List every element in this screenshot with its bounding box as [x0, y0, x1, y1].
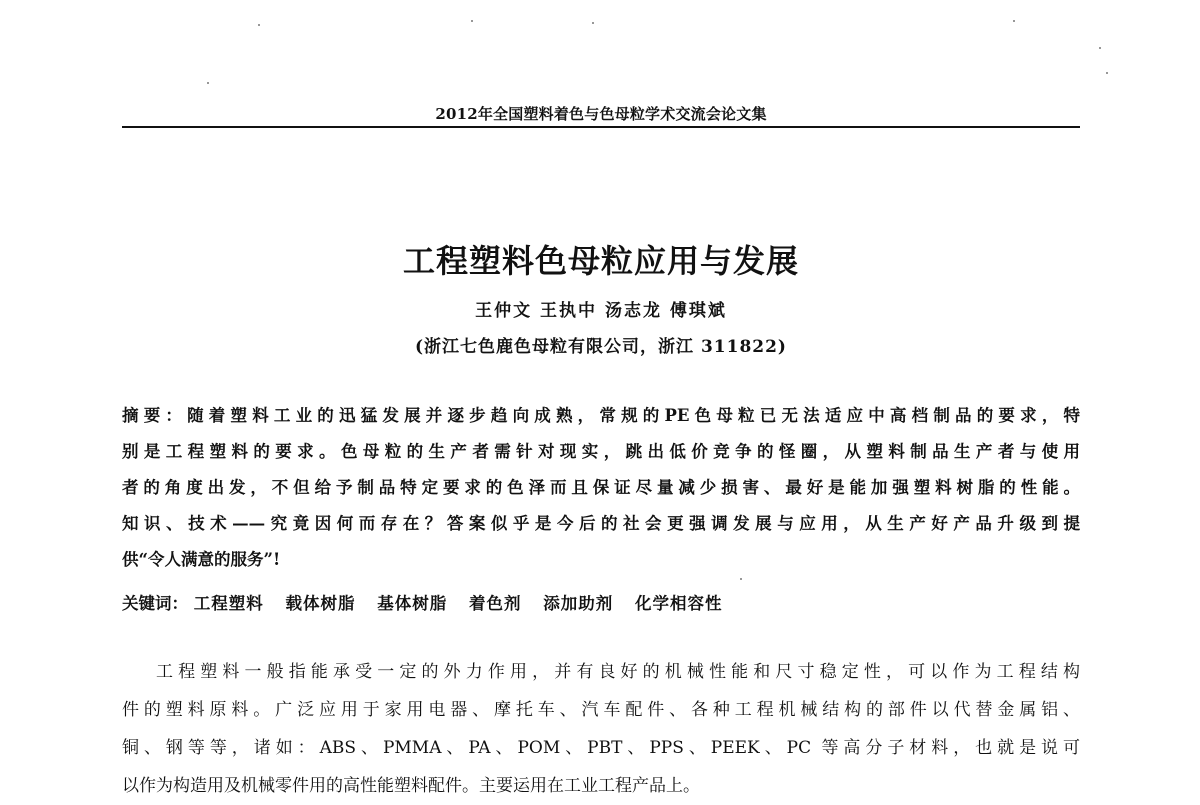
keyword: 基体树脂	[377, 594, 448, 613]
scan-speck	[1099, 47, 1101, 49]
abstract-line: 知识、技术——究竟因何而存在？答案似乎是今后的社会更强调发展与应用，从生产好产品升级到提	[122, 514, 1080, 533]
scan-speck	[1013, 20, 1015, 22]
scan-speck	[258, 24, 260, 26]
abstract-label: 摘要：	[122, 406, 188, 425]
keyword: 添加助剂	[543, 594, 614, 613]
abstract-line	[122, 398, 1080, 434]
author-list: 王仲文 王执中 汤志龙 傅琪斌	[475, 301, 727, 321]
scan-speck	[592, 22, 594, 24]
keywords-label: 关键词：	[122, 594, 188, 613]
keyword: 着色剂	[469, 594, 522, 613]
abstract	[122, 398, 1080, 578]
keyword: 载体树脂	[285, 594, 356, 613]
body-line: 工程塑料一般指能承受一定的外力作用，并有良好的机械性能和尺寸稳定性，可以作为工程结构	[156, 662, 1080, 682]
abstract-line: 者的角度出发，不但给予制品特定要求的色泽而且保证尽量减少损害、最好是能加强塑料树脂的性能。	[122, 478, 1080, 497]
header-rule	[122, 126, 1080, 128]
paper-title: 工程塑料色母粒应用与发展	[402, 242, 799, 280]
abstract-text: 随着塑料工业的迅猛发展并逐步趋向成熟，常规的PE色母粒已无法适应中高档制品的要求，特	[187, 406, 1080, 425]
scan-speck	[1106, 72, 1108, 74]
affiliation: (浙江七色鹿色母粒有限公司，浙江 311822)	[415, 337, 787, 357]
running-header: 2012年全国塑料着色与色母粒学术交流会论文集	[435, 105, 767, 123]
body-line: 以作为构造用及机械零件用的高性能塑料配件。主要运用在工业工程产品上。	[122, 776, 700, 796]
keyword: 工程塑料	[193, 594, 264, 613]
scan-speck	[471, 20, 473, 22]
body-line: 铜、钢等等，诸如：ABS、PMMA、PA、POM、PBT、PPS、PEEK、PC 等高分子材料，也就是说可	[122, 738, 1080, 758]
scan-speck	[740, 578, 742, 580]
scan-speck	[207, 82, 209, 84]
body-paragraph	[122, 653, 1080, 805]
abstract-line: 别是工程塑料的要求。色母粒的生产者需针对现实，跳出低价竞争的怪圈，从塑料制品生产者与使用	[122, 442, 1080, 461]
keyword: 化学相容性	[635, 594, 723, 613]
keywords	[122, 590, 1080, 614]
body-line: 件的塑料原料。广泛应用于家用电器、摩托车、汽车配件、各种工程机械结构的部件以代替金属铝、	[122, 700, 1080, 720]
abstract-line: 供“令人满意的服务”!	[122, 550, 281, 569]
